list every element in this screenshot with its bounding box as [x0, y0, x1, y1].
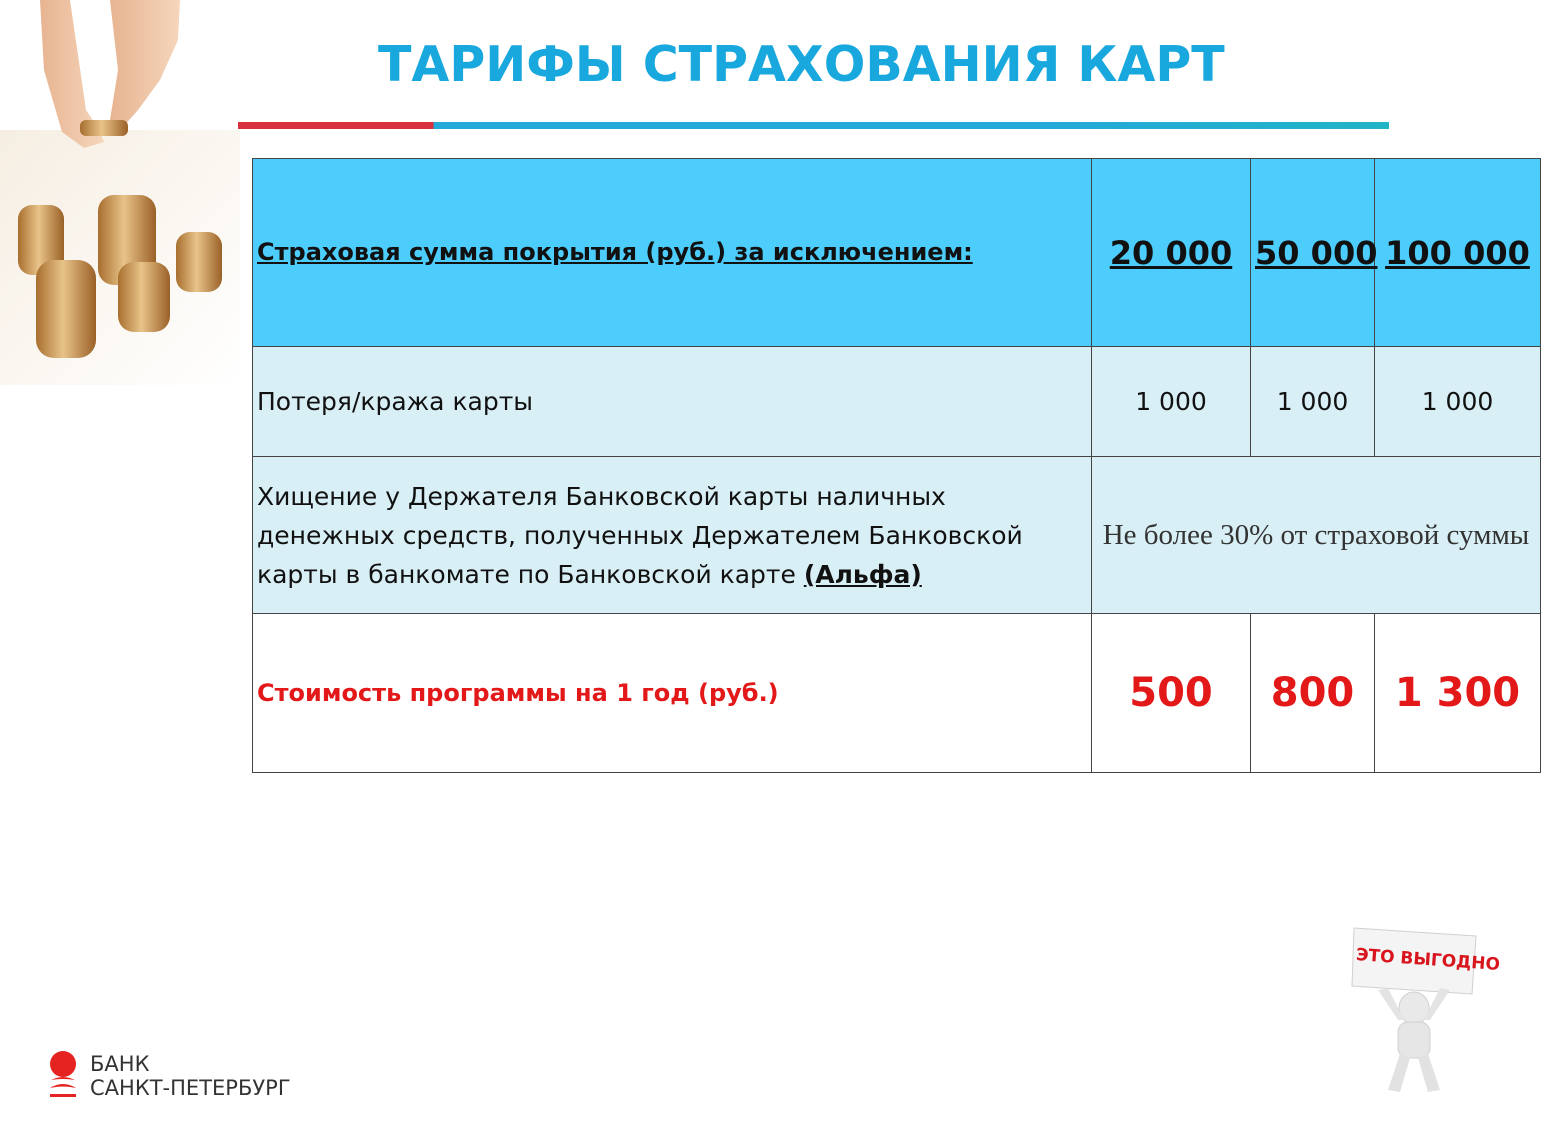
- loss-value-2: 1 000: [1251, 347, 1375, 457]
- bank-logo-text: [90, 1052, 291, 1100]
- table-row: [253, 614, 1541, 773]
- header-label: Страховая сумма покрытия (руб.) за исключением:: [257, 238, 973, 266]
- cost-label: Стоимость программы на 1 год (руб.): [257, 679, 779, 707]
- bank-logo-line2: САНКТ-ПЕТЕРБУРГ: [90, 1076, 291, 1100]
- table-row: [253, 457, 1541, 614]
- bank-logo: [48, 1050, 318, 1102]
- bank-logo-line1: БАНК: [90, 1052, 150, 1076]
- page-title: ТАРИФЫ СТРАХОВАНИЯ КАРТ: [378, 36, 1225, 93]
- amount-50000: 50 000: [1251, 159, 1375, 347]
- amount-100000: 100 000: [1375, 159, 1541, 347]
- table-row: [253, 347, 1541, 457]
- theft-label: [257, 477, 1087, 594]
- cost-value-3: 1 300: [1375, 614, 1541, 773]
- title-divider: [238, 122, 1389, 129]
- header-label-cell: [253, 159, 1092, 347]
- loss-value-1: 1 000: [1092, 347, 1251, 457]
- theft-merged-value: Не более 30% от страховой суммы: [1092, 457, 1541, 614]
- table-header-row: [253, 159, 1541, 347]
- badge-text: ЭТО ВЫГОДНО: [1355, 945, 1501, 976]
- loss-value-3: 1 000: [1375, 347, 1541, 457]
- loss-label-cell: [253, 347, 1092, 457]
- cost-value-2: 800: [1251, 614, 1375, 773]
- theft-label-text: Хищение у Держателя Банковской карты наличных денежных средств, полученных Держателем Банковской карты в банкомате по Банковской карте: [257, 481, 1023, 589]
- theft-label-cell: [253, 457, 1092, 614]
- cost-label-cell: [253, 614, 1092, 773]
- amount-20000: 20 000: [1092, 159, 1251, 347]
- profitable-badge: [1348, 924, 1501, 1096]
- coins-illustration: [0, 0, 240, 385]
- loss-label: Потеря/кража карты: [257, 387, 534, 416]
- tariffs-table: [252, 158, 1541, 773]
- theft-label-tag: (Альфа): [803, 559, 922, 589]
- cost-value-1: 500: [1092, 614, 1251, 773]
- bank-logo-icon: [48, 1050, 78, 1100]
